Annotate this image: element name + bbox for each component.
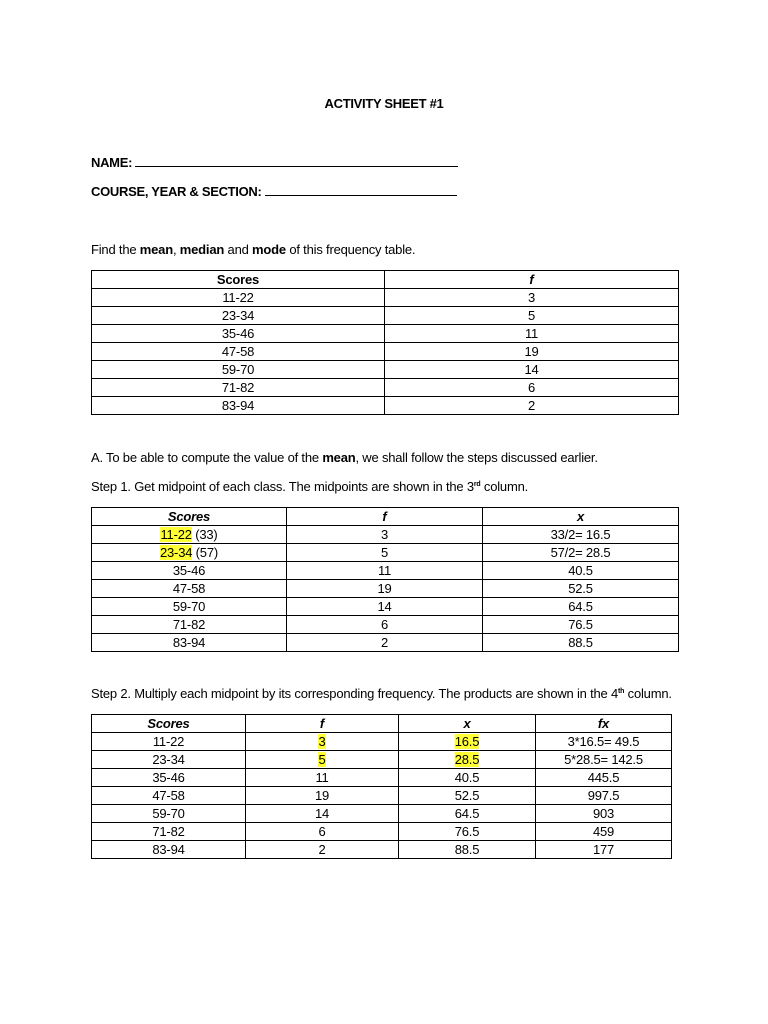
table-row (92, 580, 679, 598)
intro-text: Find the mean, median and mode of this frequency table. (91, 242, 416, 257)
table-cell: 88.5 (399, 841, 536, 859)
highlighted-x: 16.5 (454, 734, 480, 749)
table-cell: 2 (385, 397, 679, 415)
header-f: f (287, 508, 483, 526)
frequency-table (91, 270, 679, 415)
table-cell: 83-94 (92, 841, 246, 859)
table-row (92, 526, 679, 544)
table-cell: 35-46 (92, 325, 385, 343)
step2-text: Step 2. Multiply each midpoint by its corresponding frequency. The products are shown in the 4th column. (91, 686, 672, 701)
table-cell (246, 751, 399, 769)
table-cell: 76.5 (483, 616, 679, 634)
table-cell: 47-58 (92, 343, 385, 361)
header-fx: fx (536, 715, 672, 733)
table-row (92, 325, 679, 343)
table-row (92, 361, 679, 379)
table-cell: 23-34 (92, 751, 246, 769)
table-cell: 19 (385, 343, 679, 361)
table-cell: 6 (246, 823, 399, 841)
course-field[interactable] (91, 183, 457, 199)
header-x: x (483, 508, 679, 526)
table-cell: 71-82 (92, 616, 287, 634)
table-cell: 40.5 (483, 562, 679, 580)
table-cell: 59-70 (92, 805, 246, 823)
table-cell: 64.5 (399, 805, 536, 823)
course-label: COURSE, YEAR & SECTION: (91, 184, 262, 199)
table-cell: 11 (287, 562, 483, 580)
table-cell: 71-82 (92, 379, 385, 397)
page-title: ACTIVITY SHEET #1 (324, 96, 444, 111)
table-cell: 83-94 (92, 397, 385, 415)
table-cell: 6 (385, 379, 679, 397)
table-cell: 19 (246, 787, 399, 805)
table-cell: 3 (287, 526, 483, 544)
table-cell: 76.5 (399, 823, 536, 841)
part-a-text: A. To be able to compute the value of the mean, we shall follow the steps discussed earlier. (91, 450, 598, 465)
highlighted-f: 5 (318, 752, 326, 767)
table-cell: 14 (287, 598, 483, 616)
table-cell: 59-70 (92, 598, 287, 616)
table-cell: 11-22 (92, 289, 385, 307)
table-row (92, 733, 672, 751)
table-cell (399, 733, 536, 751)
highlighted-x: 28.5 (454, 752, 480, 767)
table-header-row (92, 271, 679, 289)
table-cell: 35-46 (92, 769, 246, 787)
table-cell: 11-22 (92, 733, 246, 751)
table-cell: 14 (385, 361, 679, 379)
table-row (92, 562, 679, 580)
table-cell: 59-70 (92, 361, 385, 379)
table-row (92, 805, 672, 823)
table-cell: 2 (287, 634, 483, 652)
table-cell: 11-22 (33) (92, 526, 287, 544)
table-cell (399, 751, 536, 769)
table-cell: 459 (536, 823, 672, 841)
header-scores: Scores (92, 715, 246, 733)
highlighted-f: 3 (318, 734, 326, 749)
highlighted-score: 11-22 (160, 527, 192, 542)
table-cell: 23-34 (57) (92, 544, 287, 562)
name-field[interactable] (91, 154, 458, 170)
table-row (92, 544, 679, 562)
name-label: NAME: (91, 155, 133, 170)
table-cell: 64.5 (483, 598, 679, 616)
course-blank-line[interactable] (265, 183, 457, 196)
table-cell: 3 (385, 289, 679, 307)
table-cell: 445.5 (536, 769, 672, 787)
table-cell: 83-94 (92, 634, 287, 652)
table-cell: 47-58 (92, 580, 287, 598)
table-cell: 23-34 (92, 307, 385, 325)
table-row (92, 616, 679, 634)
table-row (92, 841, 672, 859)
table-header-row (92, 508, 679, 526)
header-x: x (399, 715, 536, 733)
table-cell: 19 (287, 580, 483, 598)
table-cell: 2 (246, 841, 399, 859)
table-row (92, 379, 679, 397)
table-cell: 71-82 (92, 823, 246, 841)
table-row (92, 751, 672, 769)
table-row (92, 769, 672, 787)
table-cell: 6 (287, 616, 483, 634)
header-scores: Scores (92, 508, 287, 526)
table-row (92, 787, 672, 805)
table-cell: 5 (287, 544, 483, 562)
table-row (92, 343, 679, 361)
table-row (92, 307, 679, 325)
table-cell: 11 (385, 325, 679, 343)
table-row (92, 823, 672, 841)
highlighted-score: 23-34 (160, 545, 193, 560)
table-cell: 5*28.5= 142.5 (536, 751, 672, 769)
name-blank-line[interactable] (135, 154, 458, 167)
table-cell: 57/2= 28.5 (483, 544, 679, 562)
table-cell: 997.5 (536, 787, 672, 805)
table-row (92, 289, 679, 307)
table-row (92, 598, 679, 616)
table-cell: 88.5 (483, 634, 679, 652)
header-scores: Scores (92, 271, 385, 289)
table-row (92, 397, 679, 415)
header-f: f (246, 715, 399, 733)
table-cell: 52.5 (399, 787, 536, 805)
header-f: f (385, 271, 679, 289)
table-cell: 11 (246, 769, 399, 787)
midpoint-table (91, 507, 679, 652)
step1-text: Step 1. Get midpoint of each class. The midpoints are shown in the 3rd column. (91, 479, 529, 494)
table-cell: 177 (536, 841, 672, 859)
table-cell: 3*16.5= 49.5 (536, 733, 672, 751)
table-cell: 47-58 (92, 787, 246, 805)
table-cell: 903 (536, 805, 672, 823)
table-cell: 5 (385, 307, 679, 325)
table-cell: 40.5 (399, 769, 536, 787)
table-cell: 14 (246, 805, 399, 823)
table-cell: 35-46 (92, 562, 287, 580)
products-table (91, 714, 672, 859)
table-cell (246, 733, 399, 751)
table-cell: 52.5 (483, 580, 679, 598)
table-header-row (92, 715, 672, 733)
table-row (92, 634, 679, 652)
table-cell: 33/2= 16.5 (483, 526, 679, 544)
